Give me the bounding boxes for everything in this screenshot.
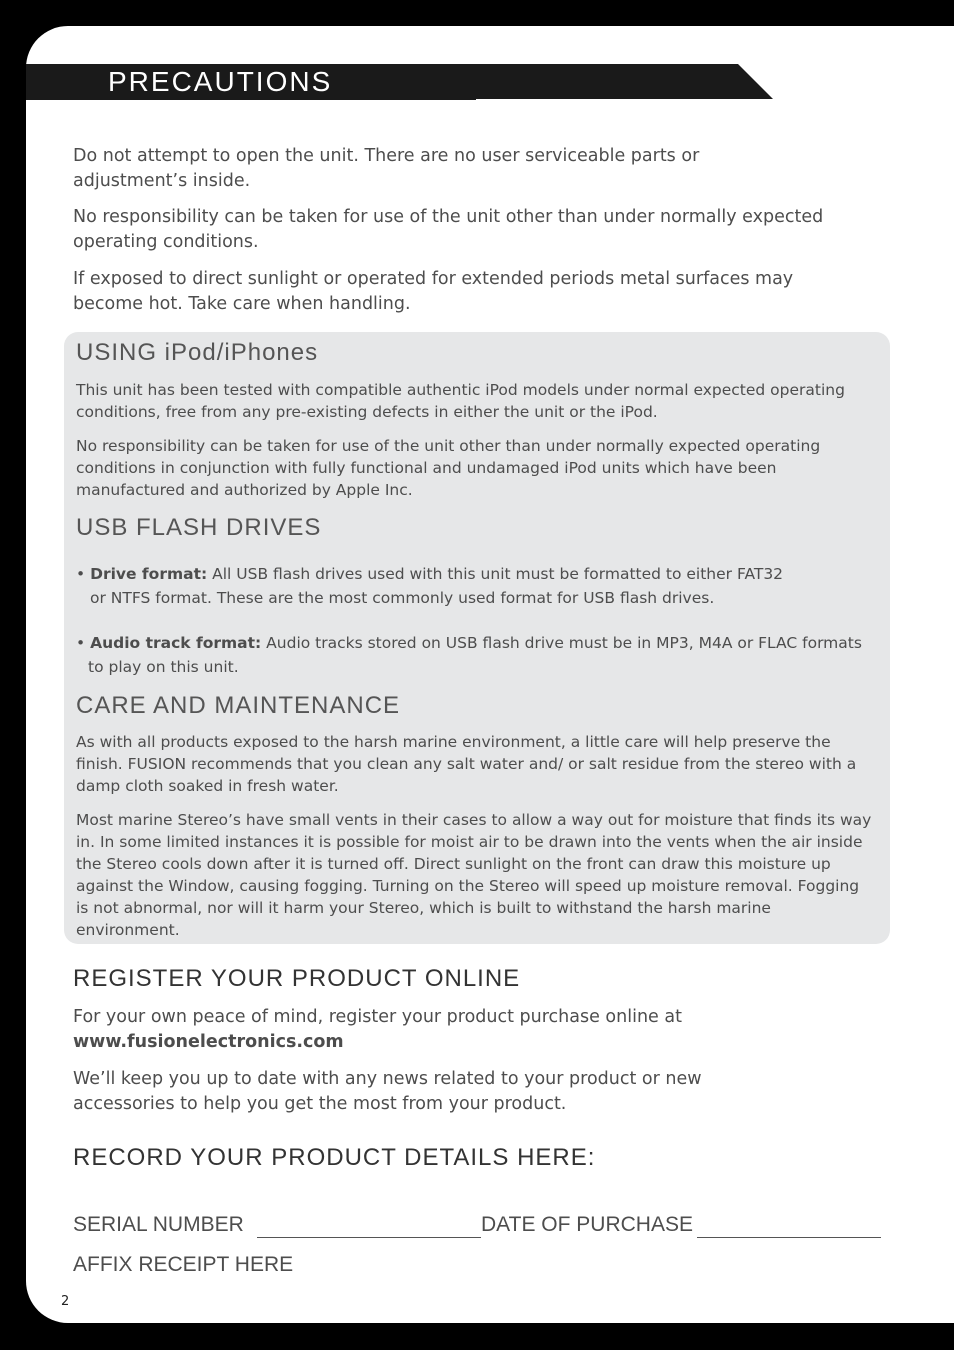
date-of-purchase-line[interactable] [697, 1237, 881, 1238]
care-paragraph-1: As with all products exposed to the harsh marine environment, a little care will help preserve the finish. FUSION recommends that you clean any salt water and/ or salt residue from the stereo with a damp cloth soaked in fresh water. [76, 733, 857, 795]
usb-audio-format [76, 631, 876, 679]
drive-format-cont: or NTFS format. These are the most commonly used format for USB flash drives. [90, 589, 715, 607]
ipod-paragraph-1: This unit has been tested with compatible authentic iPod models under normal expected operating conditions, free from any pre-existing defects in either the unit or the iPod. [76, 381, 845, 421]
ipod-heading: USING iPod/iPhones [76, 339, 319, 366]
section-banner [26, 64, 774, 100]
usb-drive-format [76, 562, 876, 610]
register-url-link[interactable]: www.fusionelectronics.com [73, 1032, 344, 1052]
register-news: We’ll keep you up to date with any news related to your product or new accessories to help you get the most from your product. [73, 1069, 702, 1114]
precaution-open-unit: Do not attempt to open the unit. There are no user serviceable parts or adjustment’s inside. [73, 146, 700, 191]
care-heading: CARE AND MAINTENANCE [76, 692, 401, 719]
bullet-icon: • [76, 565, 86, 583]
care-paragraph-2: Most marine Stereo’s have small vents in their cases to allow a way out for moisture that finds its way in. In some limited instances it is possible for moist air to be drawn into the vents when the air inside the Stereo cools down after it is turned off. Direct sunlight on the front can draw this moisture up against the Window, causing fogging. Turning on the Stereo will speed up moisture removal. Fogging is not abnormal, nor will it harm your Stereo, which is built to withstand the harsh marine environment. [76, 811, 872, 939]
drive-format-text: All USB flash drives used with this unit must be formatted to either FAT32 [207, 565, 784, 583]
audio-format-text: Audio tracks stored on USB flash drive must be in MP3, M4A or FLAC formats [261, 634, 862, 652]
bullet-icon: • [76, 634, 86, 652]
precaution-responsibility: No responsibility can be taken for use of the unit other than under normally expected operating conditions. [73, 207, 824, 252]
serial-number-label: SERIAL NUMBER [73, 1213, 244, 1236]
record-heading: RECORD YOUR PRODUCT DETAILS HERE: [73, 1144, 596, 1171]
register-heading: REGISTER YOUR PRODUCT ONLINE [73, 965, 521, 992]
affix-receipt-label: AFFIX RECEIPT HERE [73, 1253, 294, 1276]
register-text: For your own peace of mind, register your product purchase online at [73, 1007, 682, 1027]
precaution-heat: If exposed to direct sunlight or operated for extended periods metal surfaces may become hot. Take care when handling. [73, 269, 794, 314]
date-of-purchase-label: DATE OF PURCHASE [481, 1213, 693, 1236]
audio-format-label: Audio track format: [90, 634, 262, 652]
serial-number-line[interactable] [257, 1237, 481, 1238]
ipod-paragraph-2: No responsibility can be taken for use of the unit other than under normally expected operating conditions in conjunction with fully functional and undamaged iPod units which have been manufactured and authorized by Apple Inc. [76, 437, 821, 499]
page-number: 2 [61, 1294, 70, 1309]
audio-format-cont: to play on this unit. [88, 658, 239, 676]
page-title: PRECAUTIONS [108, 66, 333, 97]
usb-heading: USB FLASH DRIVES [76, 514, 322, 541]
drive-format-label: Drive format: [90, 565, 208, 583]
register-paragraph [73, 1005, 773, 1055]
